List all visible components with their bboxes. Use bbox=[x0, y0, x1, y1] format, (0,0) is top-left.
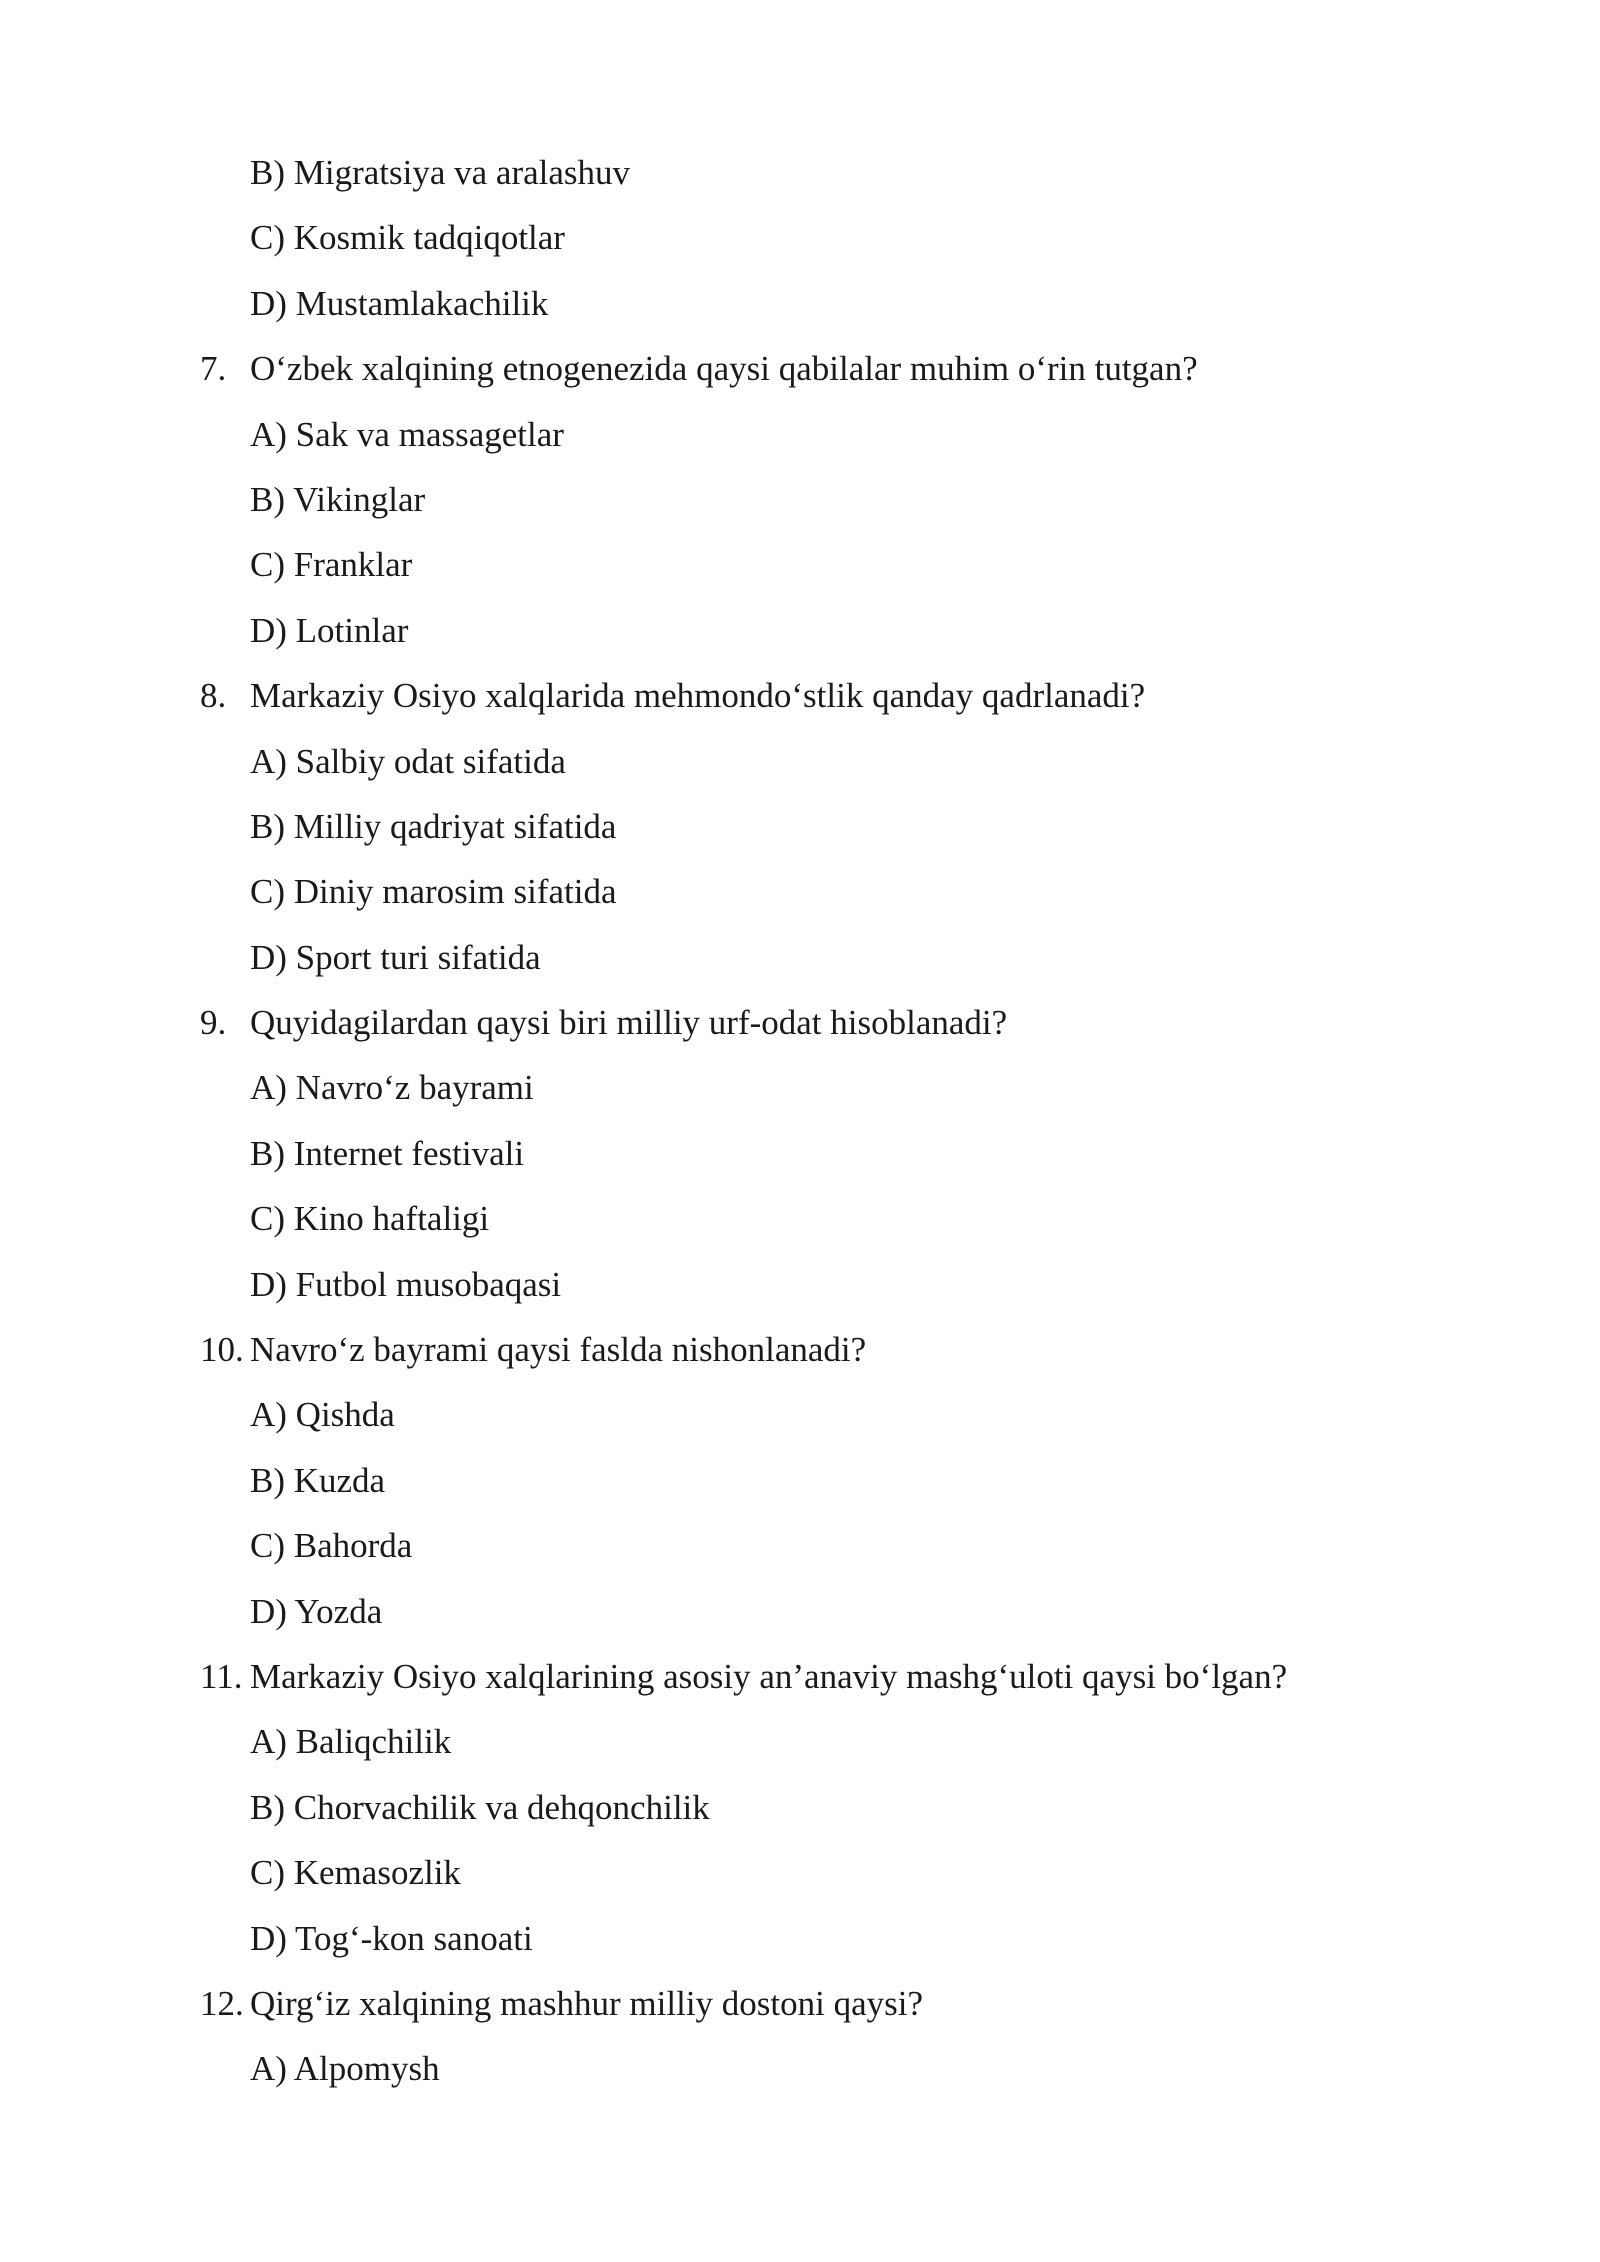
answer-option bbox=[0, 205, 1600, 270]
answer-option-text: D) Tog‘-kon sanoati bbox=[250, 1918, 533, 1958]
answer-option-text: D) Sport turi sifatida bbox=[250, 937, 541, 977]
answer-option bbox=[0, 1840, 1600, 1905]
answer-option-text: A) Qishda bbox=[250, 1395, 395, 1435]
answer-option bbox=[0, 1906, 1600, 1971]
answer-option-text: B) Milliy qadriyat sifatida bbox=[250, 806, 617, 846]
answer-option bbox=[0, 2036, 1600, 2101]
question-number: 7. bbox=[200, 349, 227, 389]
answer-option bbox=[0, 140, 1600, 205]
question-line bbox=[0, 663, 1600, 728]
question-text: O‘zbek xalqining etnogenezida qaysi qabilalar muhim o‘rin tutgan? bbox=[250, 349, 1198, 389]
question-text: Markaziy Osiyo xalqlarining asosiy an’anaviy mashg‘uloti qaysi bo‘lgan? bbox=[250, 1656, 1288, 1696]
answer-option-text: D) Lotinlar bbox=[250, 610, 409, 650]
answer-option-text: C) Diniy marosim sifatida bbox=[250, 872, 617, 912]
answer-option bbox=[0, 1579, 1600, 1644]
answer-option bbox=[0, 729, 1600, 794]
answer-option-text: C) Franklar bbox=[250, 545, 413, 585]
answer-option-text: A) Salbiy odat sifatida bbox=[250, 741, 566, 781]
answer-option bbox=[0, 794, 1600, 859]
answer-option-text: A) Alpomysh bbox=[250, 2049, 440, 2089]
answer-option bbox=[0, 467, 1600, 532]
answer-option bbox=[0, 1513, 1600, 1578]
question-text: Quyidagilardan qaysi biri milliy urf-odat hisoblanadi? bbox=[250, 1003, 1008, 1043]
answer-option-text: C) Kosmik tadqiqotlar bbox=[250, 218, 565, 258]
answer-option bbox=[0, 1186, 1600, 1251]
answer-option-text: C) Kemasozlik bbox=[250, 1853, 461, 1893]
document-body bbox=[0, 140, 1600, 2102]
answer-option bbox=[0, 532, 1600, 597]
answer-option-text: A) Baliqchilik bbox=[250, 1722, 452, 1762]
answer-option-text: B) Vikinglar bbox=[250, 479, 426, 519]
question-line bbox=[0, 1644, 1600, 1709]
answer-option-text: D) Mustamlakachilik bbox=[250, 283, 549, 323]
answer-option-text: B) Chorvachilik va dehqonchilik bbox=[250, 1787, 710, 1827]
answer-option bbox=[0, 1709, 1600, 1774]
question-number: 11. bbox=[200, 1656, 243, 1696]
question-number: 8. bbox=[200, 676, 227, 716]
answer-option-text: A) Sak va massagetlar bbox=[250, 414, 564, 454]
answer-option-text: C) Bahorda bbox=[250, 1526, 413, 1566]
answer-option bbox=[0, 598, 1600, 663]
question-line bbox=[0, 990, 1600, 1055]
answer-option-text: C) Kino haftaligi bbox=[250, 1199, 490, 1239]
answer-option-text: B) Migratsiya va aralashuv bbox=[250, 153, 631, 192]
answer-option-text: D) Futbol musobaqasi bbox=[250, 1264, 562, 1304]
answer-option bbox=[0, 1382, 1600, 1447]
question-line bbox=[0, 1971, 1600, 2036]
question-number: 10. bbox=[200, 1330, 244, 1370]
question-number: 12. bbox=[200, 1983, 244, 2023]
answer-option bbox=[0, 1252, 1600, 1317]
answer-option bbox=[0, 1775, 1600, 1840]
answer-option bbox=[0, 925, 1600, 990]
answer-option-text: B) Kuzda bbox=[250, 1460, 386, 1500]
answer-option bbox=[0, 271, 1600, 336]
question-line bbox=[0, 336, 1600, 401]
question-number: 9. bbox=[200, 1003, 227, 1043]
answer-option bbox=[0, 859, 1600, 924]
question-text: Markaziy Osiyo xalqlarida mehmondo‘stlik qanday qadrlanadi? bbox=[250, 676, 1146, 716]
answer-option-text: D) Yozda bbox=[250, 1591, 383, 1631]
answer-option bbox=[0, 1121, 1600, 1186]
answer-option bbox=[0, 1055, 1600, 1120]
answer-option bbox=[0, 1448, 1600, 1513]
question-line bbox=[0, 1317, 1600, 1382]
answer-option bbox=[0, 402, 1600, 467]
answer-option-text: B) Internet festivali bbox=[250, 1133, 525, 1173]
question-text: Navro‘z bayrami qaysi faslda nishonlanadi? bbox=[250, 1330, 867, 1370]
answer-option-text: A) Navro‘z bayrami bbox=[250, 1068, 534, 1108]
question-text: Qirg‘iz xalqining mashhur milliy dostoni qaysi? bbox=[250, 1983, 924, 2023]
